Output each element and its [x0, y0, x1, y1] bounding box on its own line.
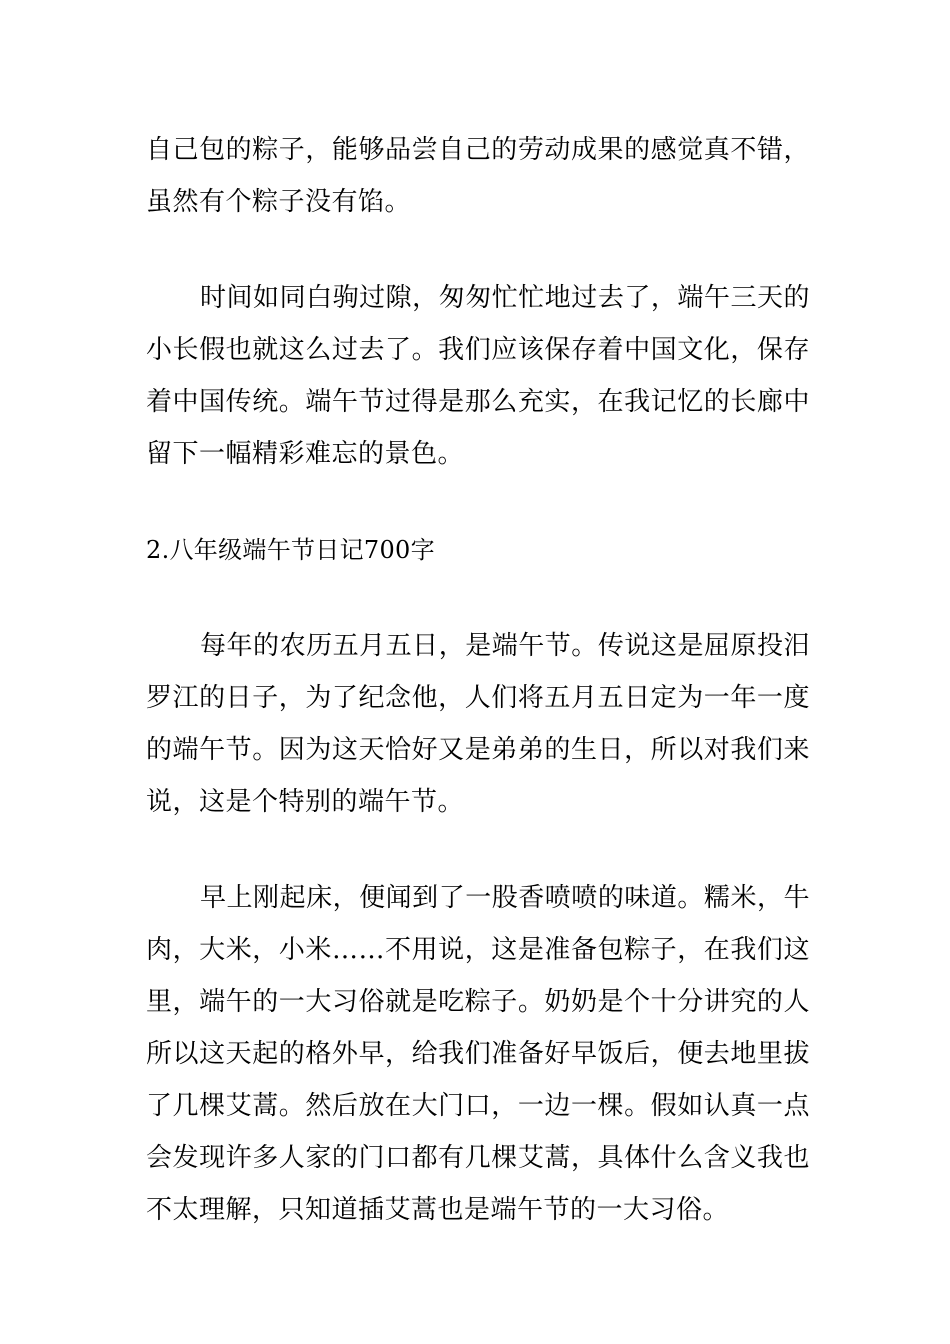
paragraph-morning-customs: 早上刚起床，便闻到了一股香喷喷的味道。糯米，牛肉，大米，小米……不用说，这是准备包粽子，在我们这里，端午的一大习俗就是吃粽子。奶奶是个十分讲究的人所以这天起的格外早，给我们准备好早饭后，便去地里拔了几棵艾蒿。然后放在大门口，一边一棵。假如认真一点会发现许多人家的门口都有几棵艾蒿，具体什么含义我也不太理解，只知道插艾蒿也是端午节的一大习俗。: [146, 883, 810, 1225]
document-page: [146, 124, 810, 1236]
paragraph-continuation: 自己包的粽子，能够品尝自己的劳动成果的感觉真不错，虽然有个粽子没有馅。: [146, 135, 810, 217]
paragraph-time-passes: 时间如同白驹过隙，匆匆忙忙地过去了，端午三天的小长假也就这么过去了。我们应该保存着中国文化，保存着中国传统。端午节过得是那么充实，在我记忆的长廊中留下一幅精彩难忘的景色。: [146, 283, 810, 469]
section-heading: 2.八年级端午节日记700字: [146, 536, 435, 564]
paragraph-dragon-boat-intro: 每年的农历五月五日，是端午节。传说这是屈原投汨罗江的日子，为了纪念他，人们将五月五日定为一年一度的端午节。因为这天恰好又是弟弟的生日，所以对我们来说，这是个特别的端午节。: [146, 631, 810, 817]
